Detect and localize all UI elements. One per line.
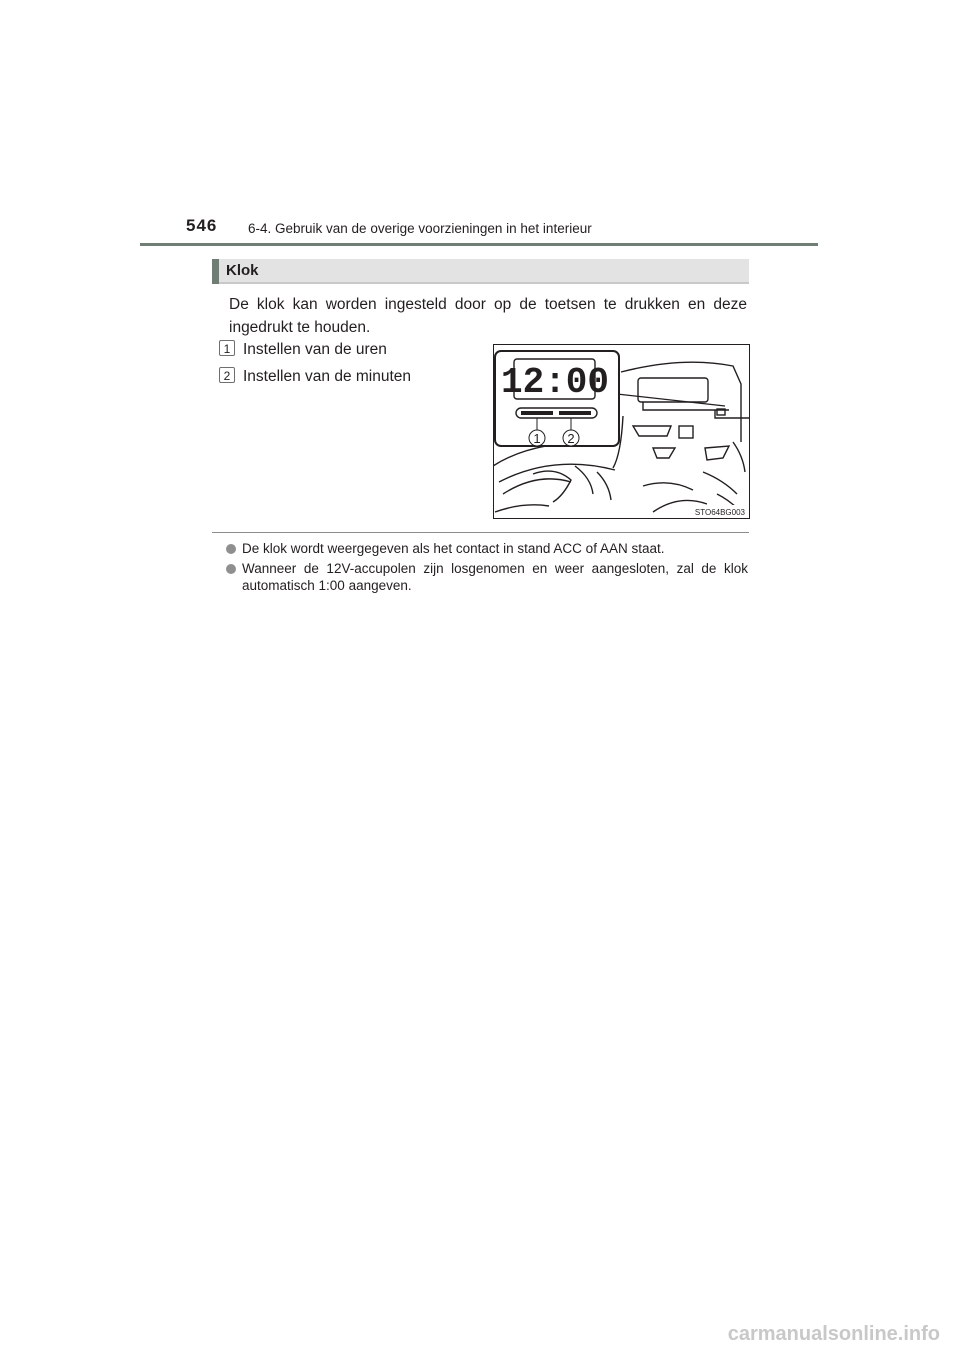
- callout-1-number: 1: [533, 431, 541, 446]
- section-heading-accent: [212, 259, 219, 284]
- note-item: [226, 561, 748, 594]
- step-1-label: Instellen van de uren: [243, 341, 387, 358]
- chapter-title: 6-4. Gebruik van de overige voorzieningen in het interieur: [248, 221, 592, 236]
- hour-button: [521, 411, 553, 415]
- intro-paragraph: De klok kan worden ingesteld door op de toetsen te drukken en deze ingedrukt te houden.: [229, 296, 747, 336]
- section-heading-bar: [212, 259, 749, 284]
- step-2-label: Instellen van de minuten: [243, 368, 412, 385]
- callout-2-number: 2: [567, 431, 575, 446]
- note-item: [226, 541, 748, 558]
- step-2-number-badge: 2: [219, 367, 235, 383]
- header-rule: [140, 243, 818, 246]
- section-title: Klok: [226, 262, 259, 279]
- page-number: 546: [186, 216, 218, 235]
- bullet-icon: [226, 544, 236, 554]
- note-text: De klok wordt weergegeven als het contact in stand ACC of AAN staat.: [242, 541, 665, 556]
- figure-code: STO64BG003: [694, 508, 745, 517]
- bullet-icon: [226, 564, 236, 574]
- watermark: carmanualsonline.info: [727, 1323, 940, 1345]
- minute-button: [559, 411, 591, 415]
- clock-display-text: 12:00: [500, 362, 610, 403]
- clock-illustration: [493, 344, 750, 519]
- note-text: Wanneer de 12V-accupolen zijn losgenomen en weer aangesloten, zal de klok automatisch 1:00 aangeven.: [242, 561, 748, 593]
- notes-divider: [212, 532, 749, 533]
- step-1-number-badge: 1: [219, 340, 235, 356]
